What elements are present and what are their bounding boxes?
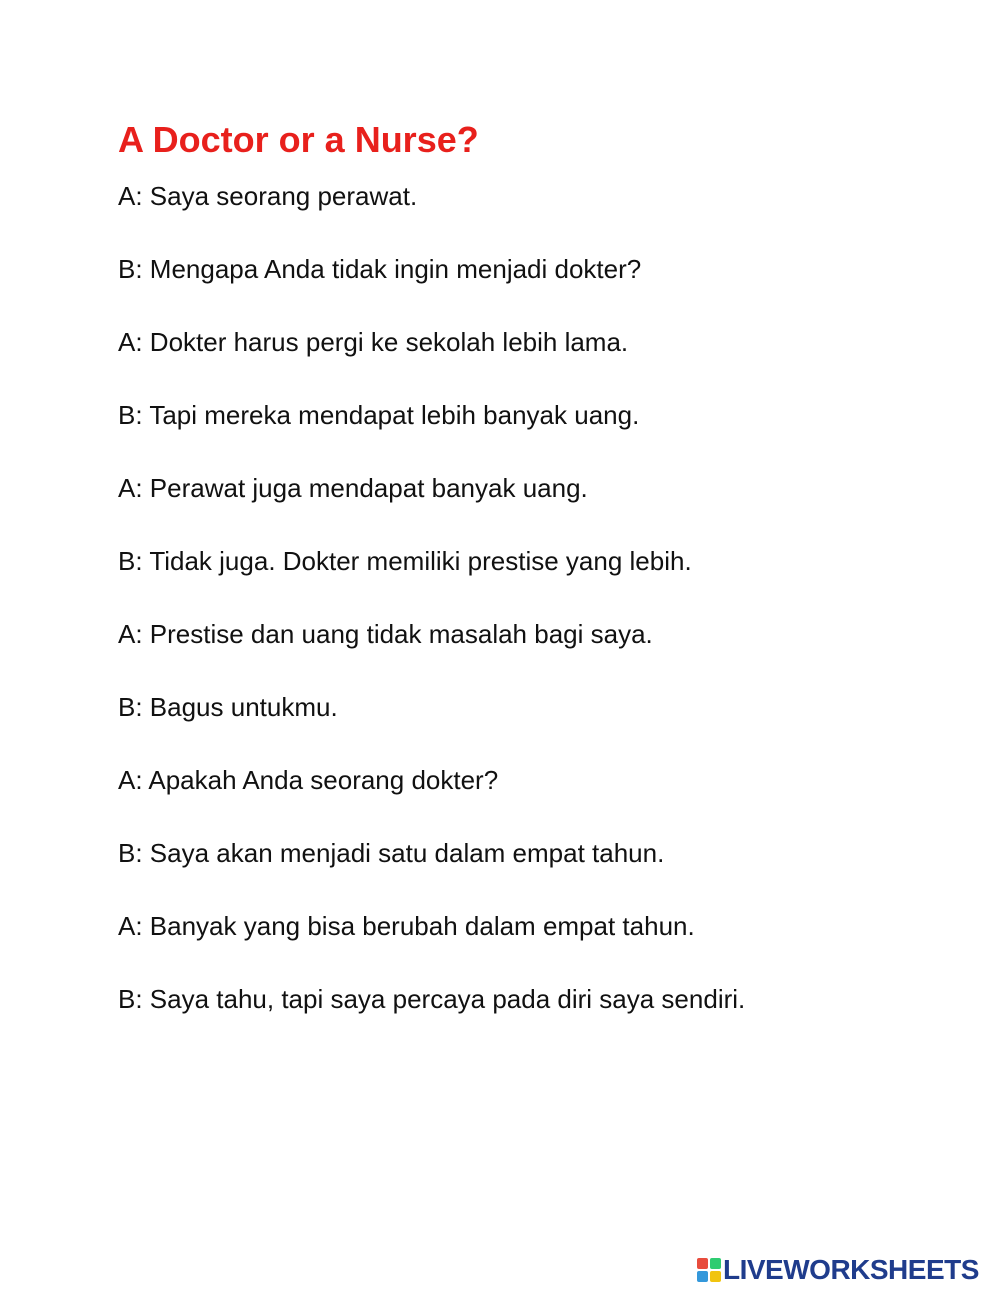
- logo-square-green: [710, 1258, 721, 1269]
- dialogue-line: A: Saya seorang perawat.: [118, 181, 418, 211]
- logo-square-yellow: [710, 1271, 721, 1282]
- logo-square-blue: [697, 1271, 708, 1282]
- dialogue-line: A: Prestise dan uang tidak masalah bagi saya.: [118, 619, 653, 649]
- page-title: A Doctor or a Nurse?: [118, 119, 479, 160]
- dialogue-line: B: Tapi mereka mendapat lebih banyak uang.: [118, 400, 640, 430]
- liveworksheets-logo-icon: [697, 1258, 721, 1282]
- dialogue-line: A: Banyak yang bisa berubah dalam empat tahun.: [118, 911, 695, 941]
- dialogue-line: B: Bagus untukmu.: [118, 692, 338, 722]
- dialogue-line: B: Saya tahu, tapi saya percaya pada diri saya sendiri.: [118, 984, 746, 1014]
- dialogue-line: A: Perawat juga mendapat banyak uang.: [118, 473, 588, 503]
- dialogue-line: B: Mengapa Anda tidak ingin menjadi dokter?: [118, 254, 642, 284]
- dialogue-line: A: Dokter harus pergi ke sekolah lebih lama.: [118, 327, 629, 357]
- dialogue-line: B: Saya akan menjadi satu dalam empat tahun.: [118, 838, 665, 868]
- dialogue-line: A: Apakah Anda seorang dokter?: [118, 765, 499, 795]
- liveworksheets-watermark: [697, 1256, 979, 1284]
- dialogue-line: B: Tidak juga. Dokter memiliki prestise yang lebih.: [118, 546, 692, 576]
- logo-square-red: [697, 1258, 708, 1269]
- brand-name: LIVEWORKSHEETS: [723, 1254, 979, 1285]
- dialogue-list: [118, 178, 745, 1054]
